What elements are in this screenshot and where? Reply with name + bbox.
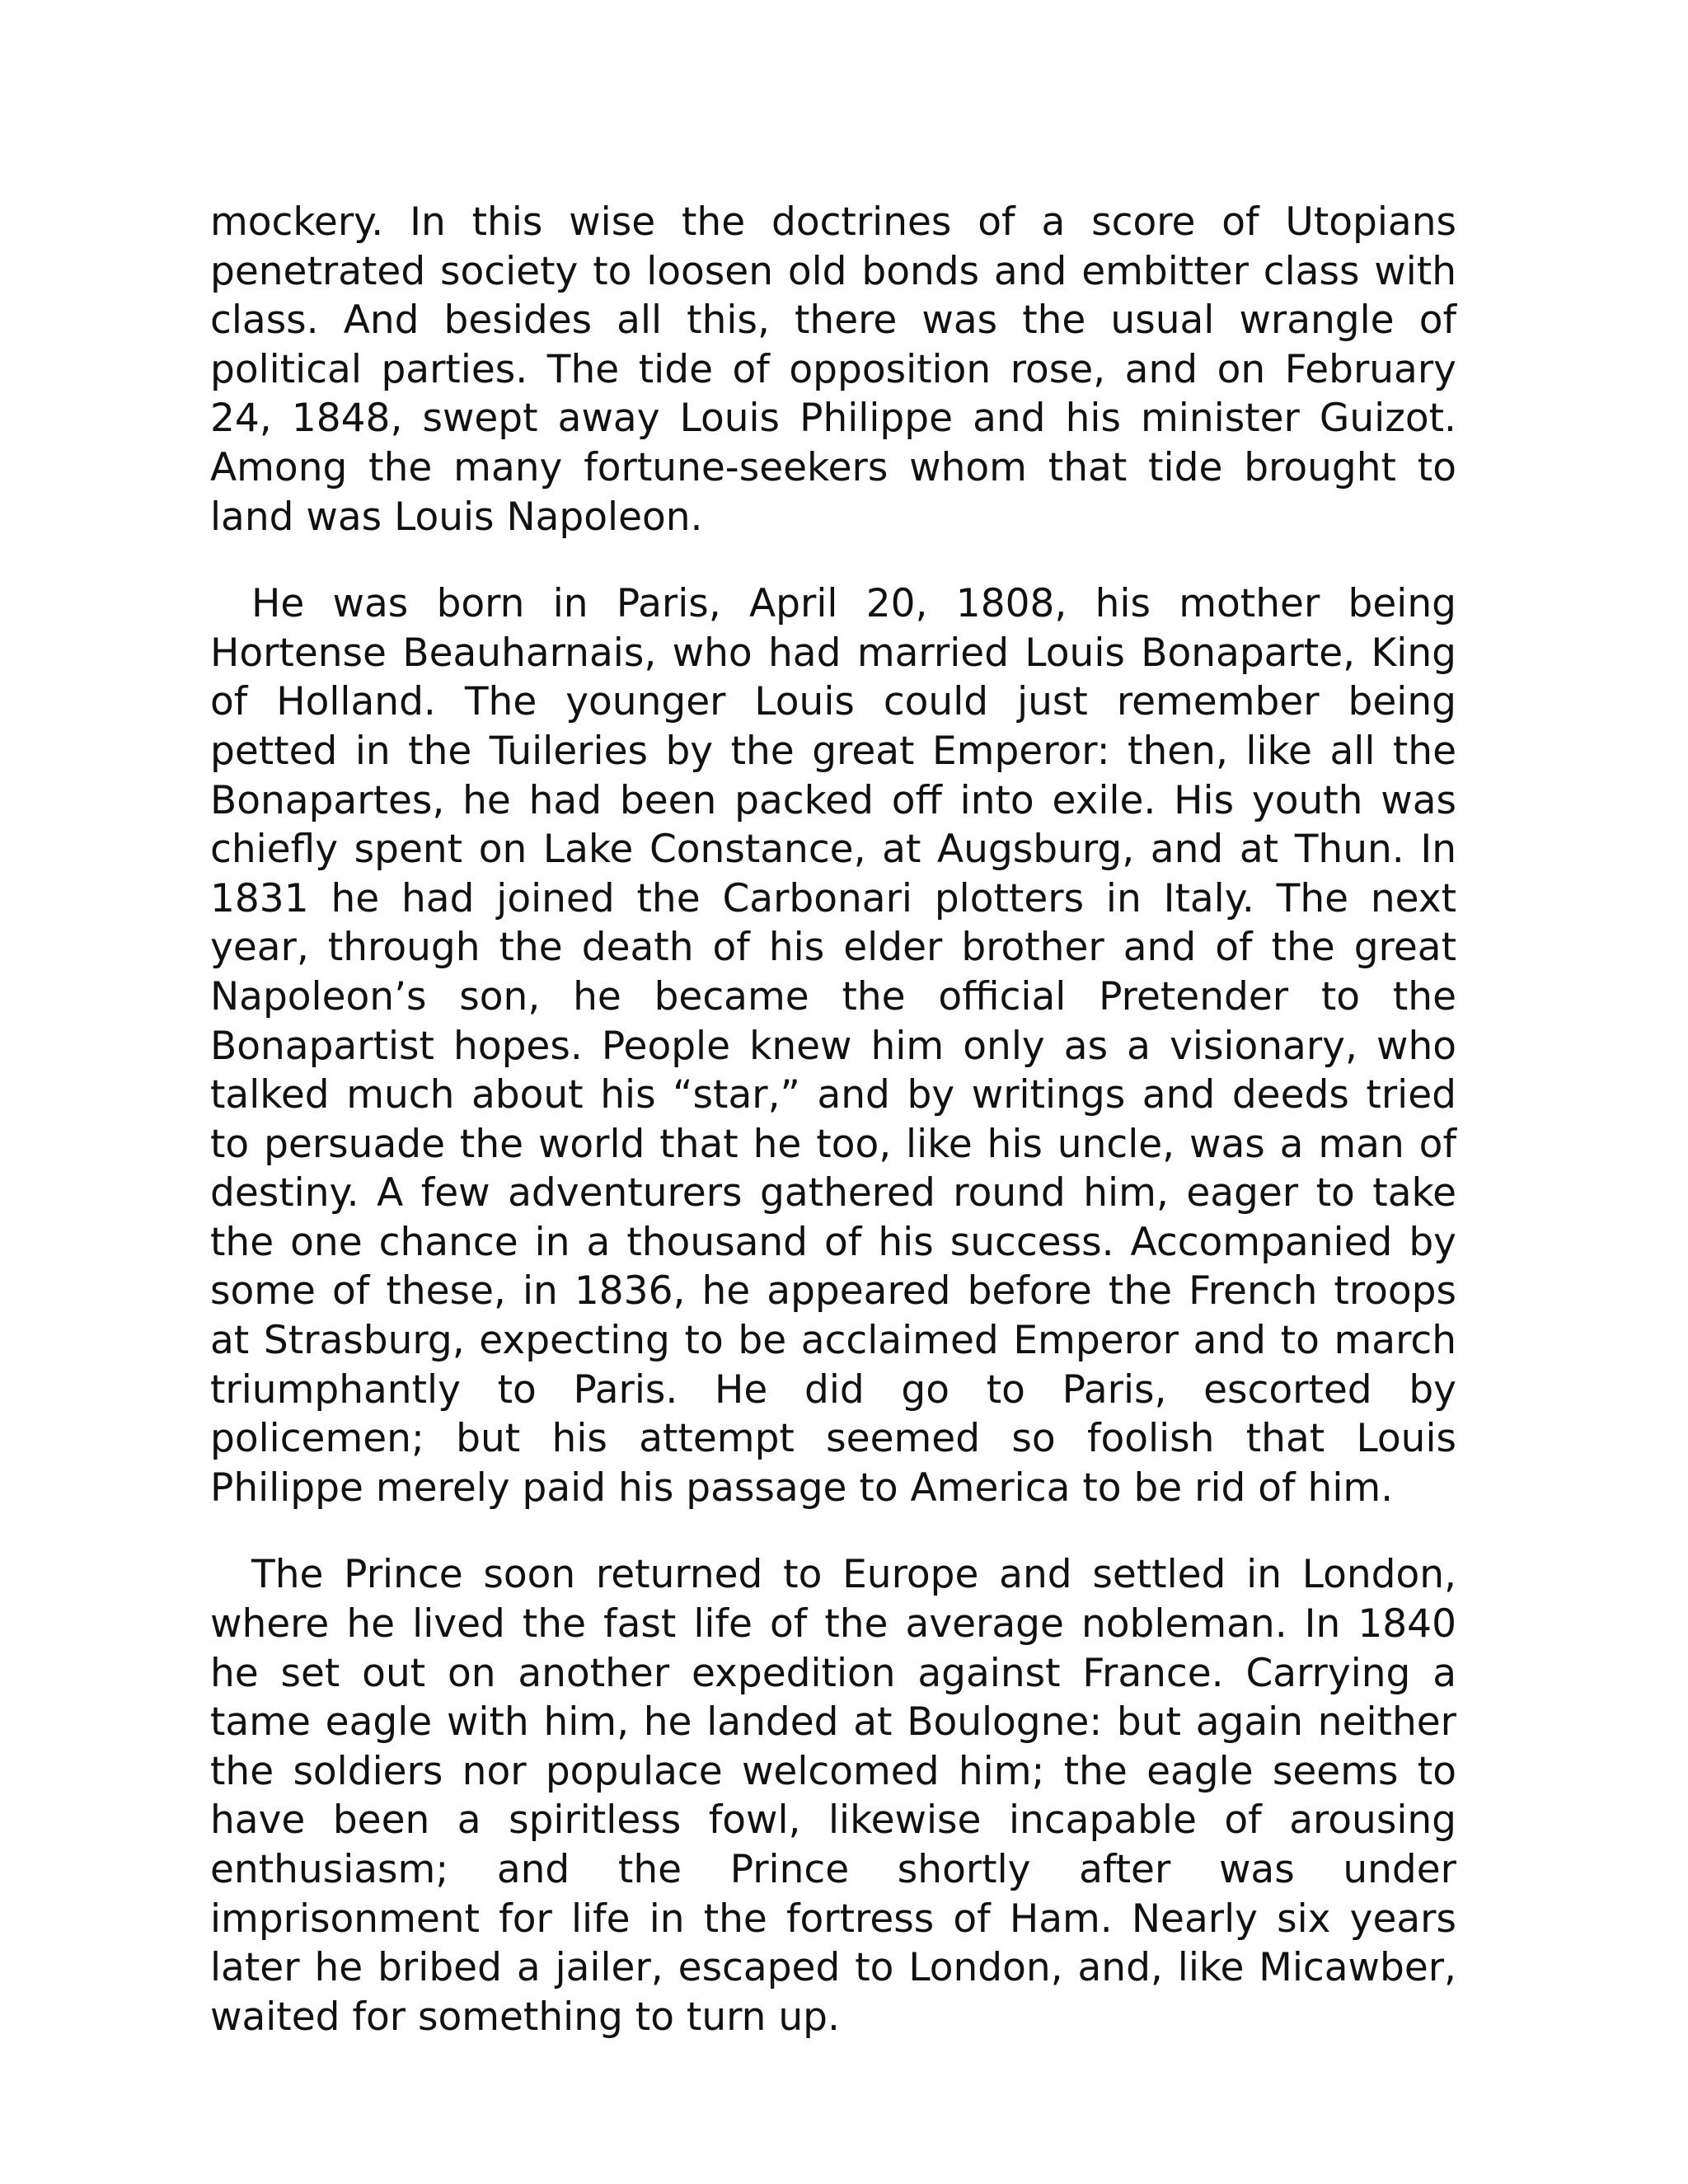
page-body — [210, 198, 1456, 2041]
paragraph-london-and-boulogne: The Prince soon returned to Europe and settled in London, where he lived the fast life of the average nobleman. In 1840 he set out on another expedition against France. Carrying a tame eagle with him, he landed at Boulogne: but again neither the soldiers nor populace welcomed him; the eagle seems to have been a spiritless fowl, likewise incapable of arousing enthusiasm; and the Prince shortly after was under imprisonment for life in the fortress of Ham. Nearly six years later he bribed a jailer, escaped to London, and, like Micawber, waited for something to turn up. — [210, 1552, 1456, 2040]
paragraph-birth-and-exile: He was born in Paris, April 20, 1808, his mother being Hortense Beauharnais, who had married Louis Bonaparte, King of Holland. The younger Louis could just remember being petted in the Tuileries by the great Emperor: then, like all the Bonapartes, he had been packed off into exile. His youth was chiefly spent on Lake Constance, at Augsburg, and at Thun. In 1831 he had joined the Carbonari plotters in Italy. The next year, through the death of his elder brother and of the great Napoleon’s son, he became the official Pretender to the Bonapartist hopes. People knew him only as a visionary, who talked much about his “star,” and by writings and deeds tried to persuade the world that he too, like his uncle, was a man of destiny. A few adventurers gathered round him, eager to take the one chance in a thousand of his success. Accompanied by some of these, in 1836, he appeared before the French troops at Strasburg, expecting to be acclaimed Emperor and to march triumphantly to Paris. He did go to Paris, escorted by policemen; but his attempt seemed so foolish that Louis Philippe merely paid his passage to America to be rid of him. — [210, 581, 1456, 1511]
paragraph-continuation: mockery. In this wise the doctrines of a score of Utopians penetrated society to loosen old bonds and embitter class with class. And besides all this, there was the usual wrangle of political parties. The tide of opposition rose, and on February 24, 1848, swept away Louis Philippe and his minister Guizot. Among the many fortune-seekers whom that tide brought to land was Louis Napoleon. — [210, 199, 1456, 540]
